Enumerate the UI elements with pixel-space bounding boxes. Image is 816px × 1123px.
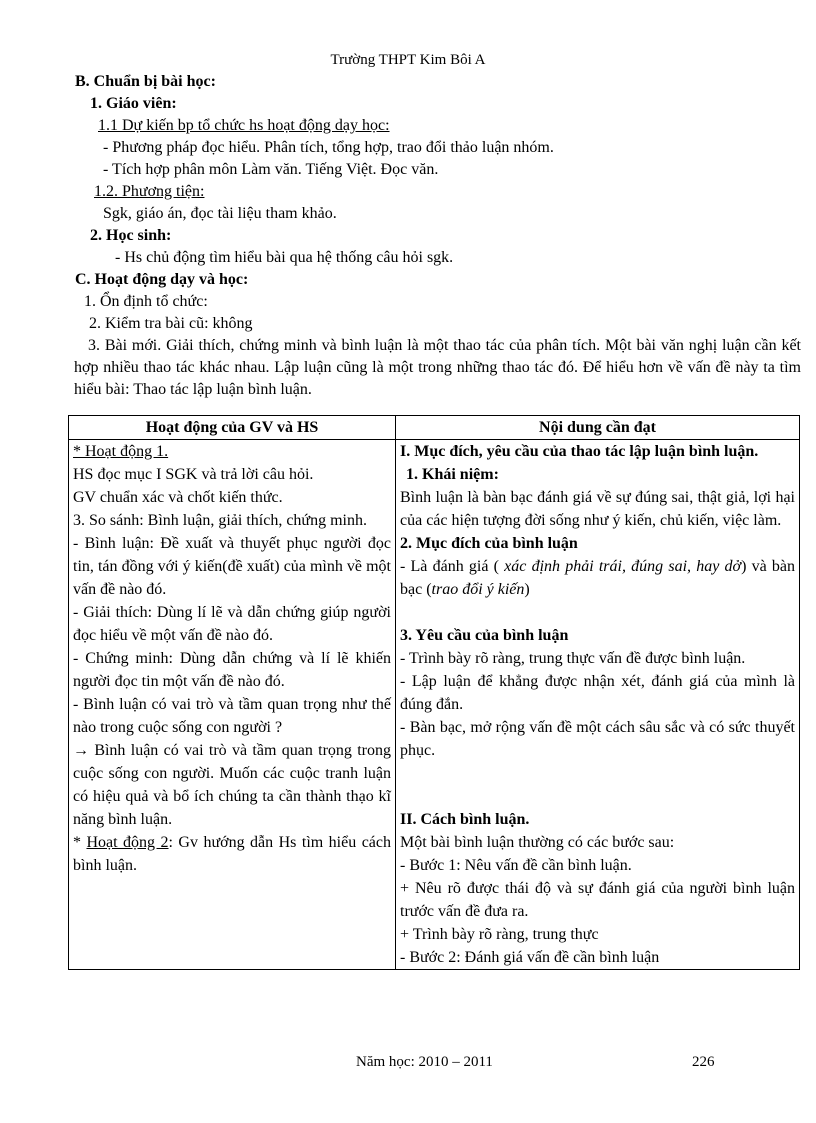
section-1-3-line-2: - Lập luận để khẳng được nhận xét, đánh giá của mình là đúng đắn.: [400, 673, 795, 713]
section-b12-line1: Sgk, giáo án, đọc tài liệu tham khảo.: [103, 205, 337, 222]
left-line-1: HS đọc mục I SGK và trả lời câu hỏi.: [73, 466, 314, 483]
section-2-line-5: - Bước 2: Đánh giá vấn đề cần bình luận: [400, 949, 660, 966]
section-b12-title: 1.2. Phương tiện:: [94, 183, 205, 200]
left-line-5: - Giải thích: Dùng lí lẽ và dẫn chứng giúp người đọc hiểu về một vấn đề nào đó.: [73, 604, 391, 644]
section-c-title: C. Hoạt động dạy và học:: [75, 271, 249, 288]
section-1-2-text: [400, 555, 795, 601]
section-c3: 3. Bài mới. Giải thích, chứng minh và bình luận là một thao tác của phân tích. Một bài văn nghị luận cần kết hợp nhiều thao tác khác nhau. Lập luận cũng là một trong những thao tác đó. Để hiểu hơn về vấn đề này ta tìm hiểu bài: Thao tác lập luận bình luận.: [74, 337, 801, 398]
footer-year: Năm học: 2010 – 2011: [356, 1054, 493, 1070]
section-1-1-text: Bình luận là bàn bạc đánh giá về sự đúng sai, thật giả, lợi hại của các hiện tượng đời sống như ý kiến, chủ kiến, việc làm.: [400, 489, 795, 529]
left-line-6: - Chứng minh: Dùng dẫn chứng và lí lẽ khiến người đọc tin một vấn đề nào đó.: [73, 650, 391, 690]
table-header-row: [69, 416, 800, 440]
activity-2-label: Hoạt động 2: [86, 834, 169, 851]
section-b2-line1: - Hs chủ động tìm hiểu bài qua hệ thống câu hỏi sgk.: [115, 249, 454, 266]
section-c1: 1. Ổn định tổ chức:: [84, 293, 208, 310]
section-1-3-line-1: - Trình bày rõ ràng, trung thực vấn đề được bình luận.: [400, 650, 746, 667]
section-2-title: II. Cách bình luận.: [400, 811, 530, 828]
activity-2-text: : Gv hướng dẫn Hs tìm hiểu cách bình luận.: [73, 834, 391, 874]
purpose-text-d: trao đổi ý kiến: [431, 581, 525, 598]
left-line-3: 3. So sánh: Bình luận, giải thích, chứng minh.: [73, 512, 367, 529]
section-b2-title: 2. Học sinh:: [90, 227, 172, 244]
activity-2-line: [73, 831, 391, 877]
activity-2-prefix: *: [73, 834, 87, 851]
left-line-8-text: Bình luận có vai trò và tầm quan trọng trong cuộc sống con người. Muốn các cuộc tranh luận có hiệu quả và bổ ích chúng ta cần thành thạo kĩ năng bình luận.: [73, 742, 391, 828]
section-1-3-title: 3. Yêu cầu của bình luận: [400, 627, 569, 644]
section-1-1-title: 1. Khái niệm:: [406, 466, 499, 483]
section-b11-line2: - Tích hợp phân môn Làm văn. Tiếng Việt. Đọc văn.: [103, 161, 439, 178]
section-b-title: B. Chuẩn bị bài học:: [75, 73, 216, 90]
table-header-left: Hoạt động của GV và HS: [69, 416, 396, 440]
left-line-8: [73, 739, 391, 831]
activity-table: [68, 415, 800, 970]
spacer: [400, 785, 795, 808]
left-cell: [69, 440, 396, 970]
table-row: [69, 440, 800, 970]
section-b11-title: 1.1 Dự kiến bp tổ chức hs hoạt động dạy học:: [98, 117, 390, 134]
section-1-3-line-3: - Bàn bạc, mở rộng vấn đề một cách sâu sắc và có sức thuyết phục.: [400, 719, 795, 759]
section-c2: 2. Kiểm tra bài cũ: không: [89, 315, 253, 332]
section-b1-title: 1. Giáo viên:: [90, 95, 177, 112]
section-2-line-4: + Trình bày rõ ràng, trung thực: [400, 926, 599, 943]
right-cell: [396, 440, 800, 970]
arrow-icon: →: [73, 742, 89, 759]
lesson-preparation: [74, 71, 801, 401]
section-2-line-2: - Bước 1: Nêu vấn đề cần bình luận.: [400, 857, 632, 874]
purpose-text-c: ) và bàn bạc (: [400, 558, 796, 598]
activity-1-label: * Hoạt động 1.: [73, 443, 169, 460]
section-2-line-3: + Nêu rõ được thái độ và sự đánh giá của người bình luận trước vấn đề đưa ra.: [400, 880, 795, 920]
section-2-line-1: Một bài bình luận thường có các bước sau:: [400, 834, 675, 851]
left-line-4: - Bình luận: Đề xuất và thuyết phục người đọc tin, tán đồng với ý kiến(đề xuất) của mình về một vấn đề nào đó.: [73, 535, 391, 598]
page-number: 226: [692, 1054, 715, 1070]
page-header: Trường THPT Kim Bôi A: [330, 52, 486, 68]
section-1-2-title: 2. Mục đích của bình luận: [400, 535, 578, 552]
section-b11-line1: - Phương pháp đọc hiểu. Phân tích, tổng hợp, trao đổi thảo luận nhóm.: [103, 139, 554, 156]
left-line-2: GV chuẩn xác và chốt kiến thức.: [73, 489, 283, 506]
table-header-right: Nội dung cần đạt: [396, 416, 800, 440]
purpose-text-a: - Là đánh giá (: [400, 558, 499, 575]
section-1-title: I. Mục đích, yêu cầu của thao tác lập luận bình luận.: [400, 443, 759, 460]
purpose-text-b: xác định phải trái, đúng sai, hay dở: [498, 558, 742, 575]
spacer: [400, 762, 795, 785]
spacer: [400, 601, 795, 624]
left-line-7: - Bình luận có vai trò và tầm quan trọng như thế nào trong cuộc sống con người ?: [73, 696, 391, 736]
purpose-text-e: ): [524, 581, 530, 598]
